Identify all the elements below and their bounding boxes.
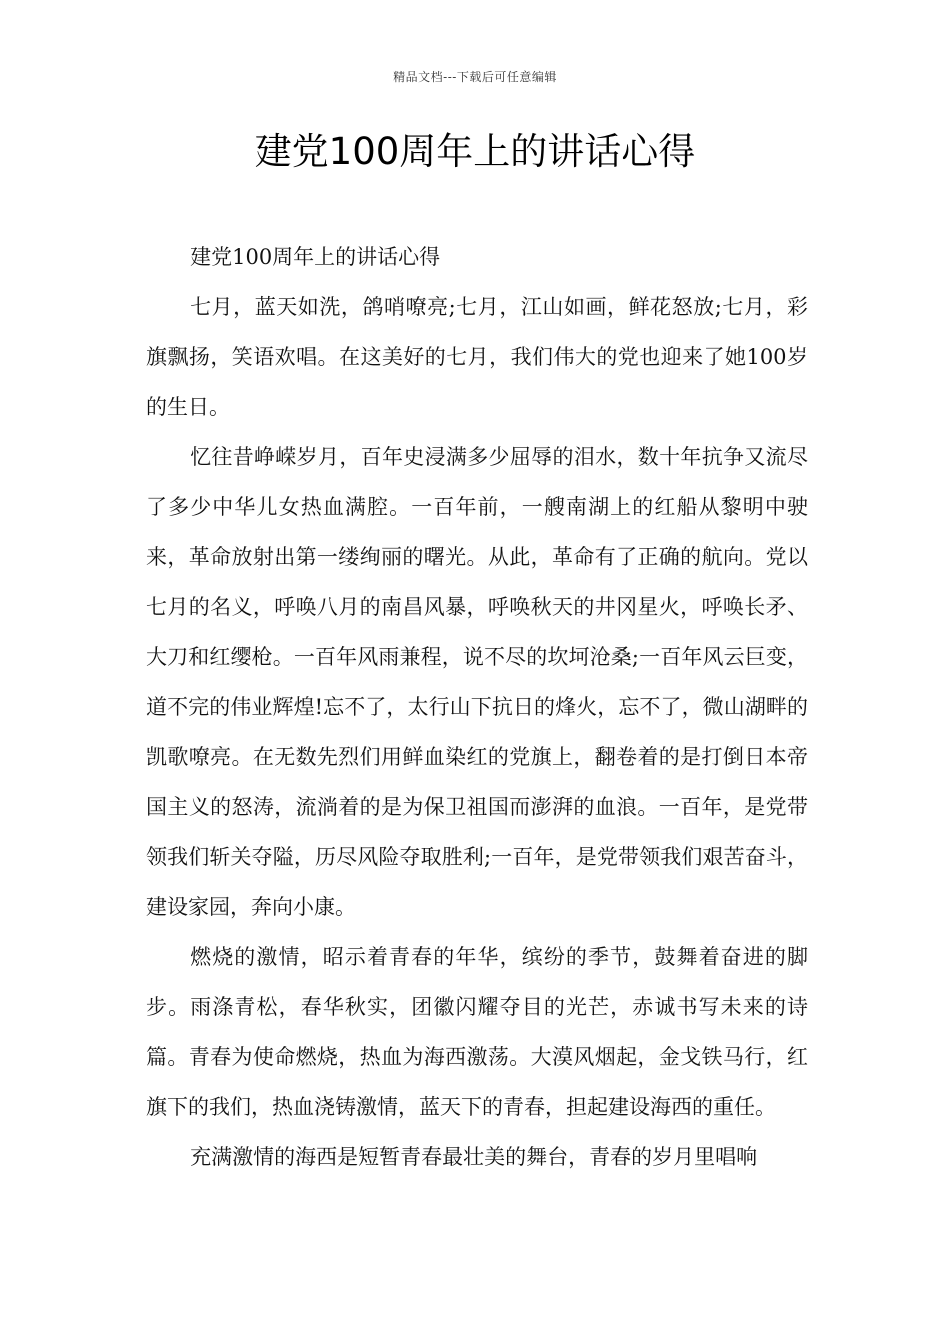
- header-note: 精品文档---下载后可任意编辑: [393, 70, 557, 84]
- paragraph-3: 燃烧的激情，昭示着青春的年华，缤纷的季节，鼓舞着奋进的脚步。雨涤青松，春华秋实，团徽闪耀夺目的光芒，赤诚书写未来的诗篇。青春为使命燃烧，热血为海西激荡。大漠风烟起，金戈铁马行，红旗下的我们，热血浇铸激情，蓝天下的青春，担起建设海西的重任。: [146, 945, 808, 1119]
- paragraph-4: 充满激情的海西是短暂青春最壮美的舞台，青春的岁月里唱响: [190, 1145, 758, 1169]
- document-body: [146, 232, 808, 1182]
- document-subtitle: 建党100周年上的讲话心得: [190, 245, 441, 269]
- paragraph-1: 七月，蓝天如洗，鸽哨嘹亮;七月，江山如画，鲜花怒放;七月，彩旗飘扬，笑语欢唱。在这美好的七月，我们伟大的党也迎来了她100岁的生日。: [146, 295, 808, 419]
- document-title: 建党100周年上的讲话心得: [254, 130, 696, 173]
- paragraph-2: 忆往昔峥嵘岁月，百年史浸满多少屈辱的泪水，数十年抗争又流尽了多少中华儿女热血满腔。一百年前，一艘南湖上的红船从黎明中驶来，革命放射出第一缕绚丽的曙光。从此，革命有了正确的航向。党以七月的名义，呼唤八月的南昌风暴，呼唤秋天的井冈星火，呼唤长矛、大刀和红缨枪。一百年风雨兼程，说不尽的坎坷沧桑;一百年风云巨变，道不完的伟业辉煌!忘不了，太行山下抗日的烽火，忘不了，微山湖畔的凯歌嘹亮。在无数先烈们用鲜血染红的党旗上，翻卷着的是打倒日本帝国主义的怒涛，流淌着的是为保卫祖国而澎湃的血浪。一百年，是党带领我们斩关夺隘，历尽风险夺取胜利;一百年，是党带领我们艰苦奋斗，建设家园，奔向小康。: [146, 445, 808, 919]
